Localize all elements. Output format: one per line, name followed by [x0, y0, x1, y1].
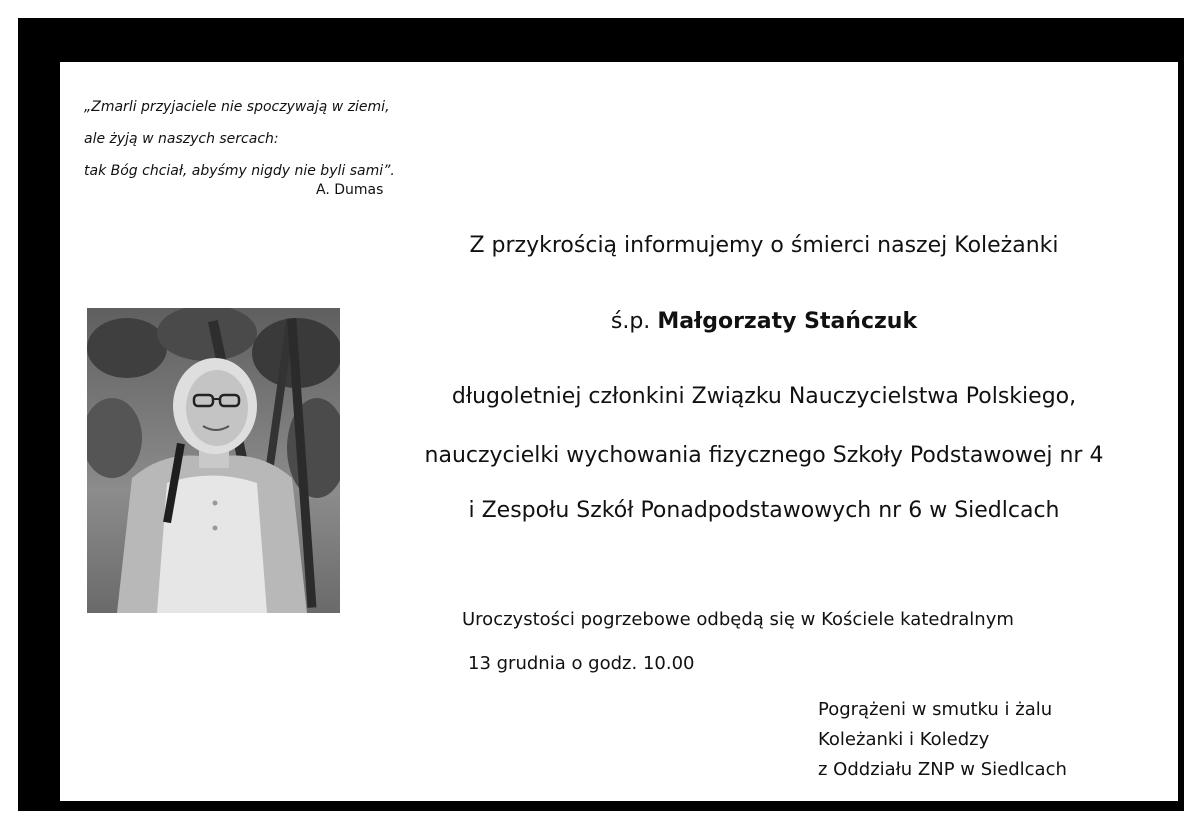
description-line: i Zespołu Szkół Ponadpodstawowych nr 6 w Siedlcach [468, 498, 1060, 523]
quote-line: tak Bóg chciał, abyśmy nigdy nie byli sami”. [84, 163, 395, 179]
quote-line: „Zmarli przyjaciele nie spoczywają w ziemi, [84, 99, 390, 115]
obituary-card [60, 62, 1178, 801]
funeral-location: Uroczystości pogrzebowe odbędą się w Kościele katedralnym [462, 609, 1014, 630]
deceased-name: Małgorzaty Stańczuk [657, 309, 918, 334]
description-line: nauczycielki wychowania fizycznego Szkoły Podstawowej nr 4 [424, 443, 1104, 468]
portrait-image [87, 308, 340, 613]
quote-author: A. Dumas [316, 182, 384, 198]
funeral-date: 13 grudnia o godz. 10.00 [468, 653, 695, 674]
quote-line: ale żyją w naszych sercach: [84, 131, 279, 147]
signature-line: Pogrążeni w smutku i żalu [818, 699, 1053, 720]
signature-line: Koleżanki i Koledzy [818, 729, 990, 750]
name-prefix: ś.p. [610, 309, 651, 334]
announcement-intro: Z przykrością informujemy o śmierci naszej Koleżanki [469, 233, 1059, 258]
signature-line: z Oddziału ZNP w Siedlcach [818, 759, 1067, 780]
quote-block [84, 91, 395, 187]
deceased-name-line [366, 309, 1162, 334]
black-border-frame [18, 18, 1184, 811]
portrait-photo [87, 308, 340, 613]
description-line: długoletniej członkini Związku Nauczycielstwa Polskiego, [451, 384, 1077, 409]
